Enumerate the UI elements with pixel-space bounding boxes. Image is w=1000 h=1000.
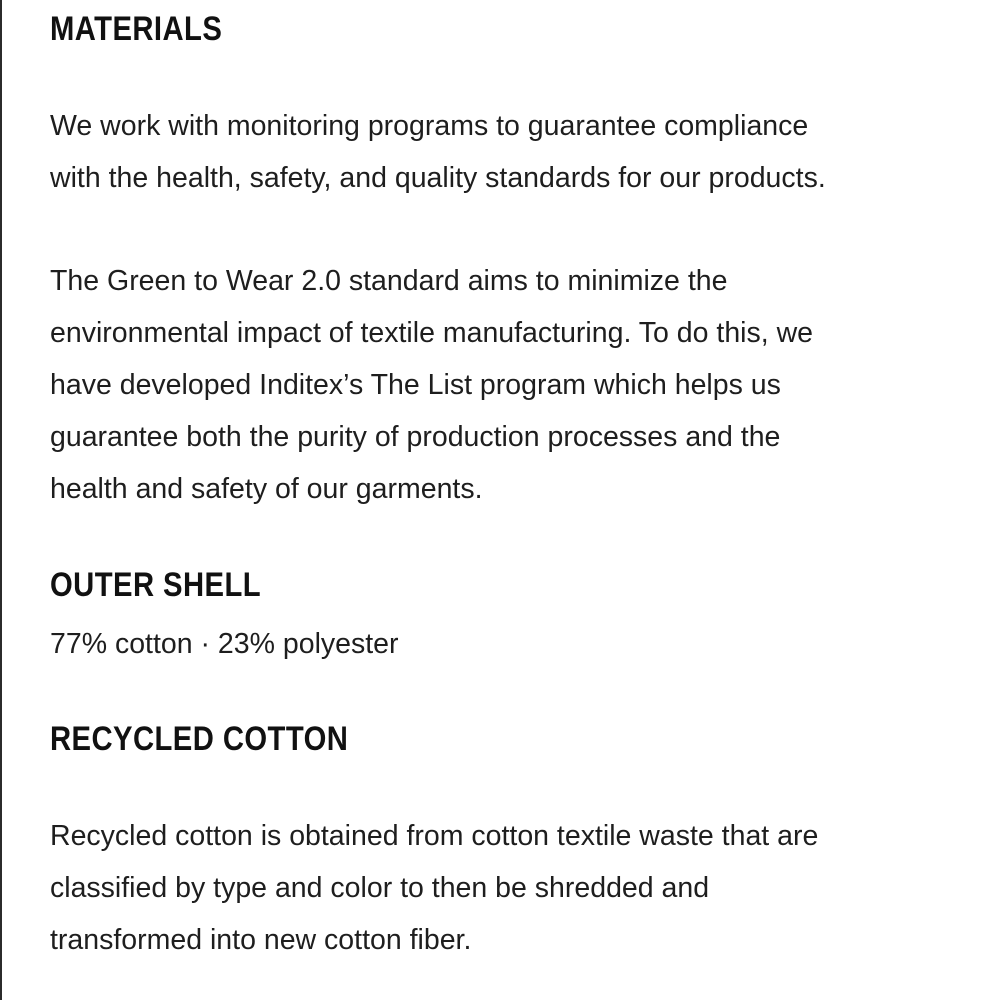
paragraph-line: with the health, safety, and quality standards for our products.: [50, 162, 826, 194]
paragraph-line: We work with monitoring programs to guarantee compliance: [50, 110, 809, 142]
materials-compliance-paragraph: [50, 100, 950, 204]
paragraph-line: have developed Inditex’s The List program which helps us: [50, 369, 781, 401]
paragraph-line: health and safety of our garments.: [50, 473, 483, 505]
materials-heading: MATERIALS: [50, 10, 223, 48]
paragraph-line: environmental impact of textile manufacturing. To do this, we: [50, 317, 814, 349]
outer-shell-composition: 77% cotton · 23% polyester: [50, 628, 399, 660]
paragraph-line: The Green to Wear 2.0 standard aims to minimize the: [50, 265, 728, 297]
paragraph-line: transformed into new cotton fiber.: [50, 924, 472, 956]
outer-shell-heading: OUTER SHELL: [50, 566, 262, 604]
paragraph-line: classified by type and color to then be shredded and: [50, 872, 710, 904]
green-to-wear-paragraph: [50, 255, 950, 515]
paragraph-line: guarantee both the purity of production processes and the: [50, 421, 781, 453]
paragraph-line: Recycled cotton is obtained from cotton textile waste that are: [50, 820, 819, 852]
recycled-cotton-heading: RECYCLED COTTON: [50, 720, 349, 758]
recycled-cotton-paragraph: [50, 810, 950, 966]
left-border: [0, 0, 2, 1000]
